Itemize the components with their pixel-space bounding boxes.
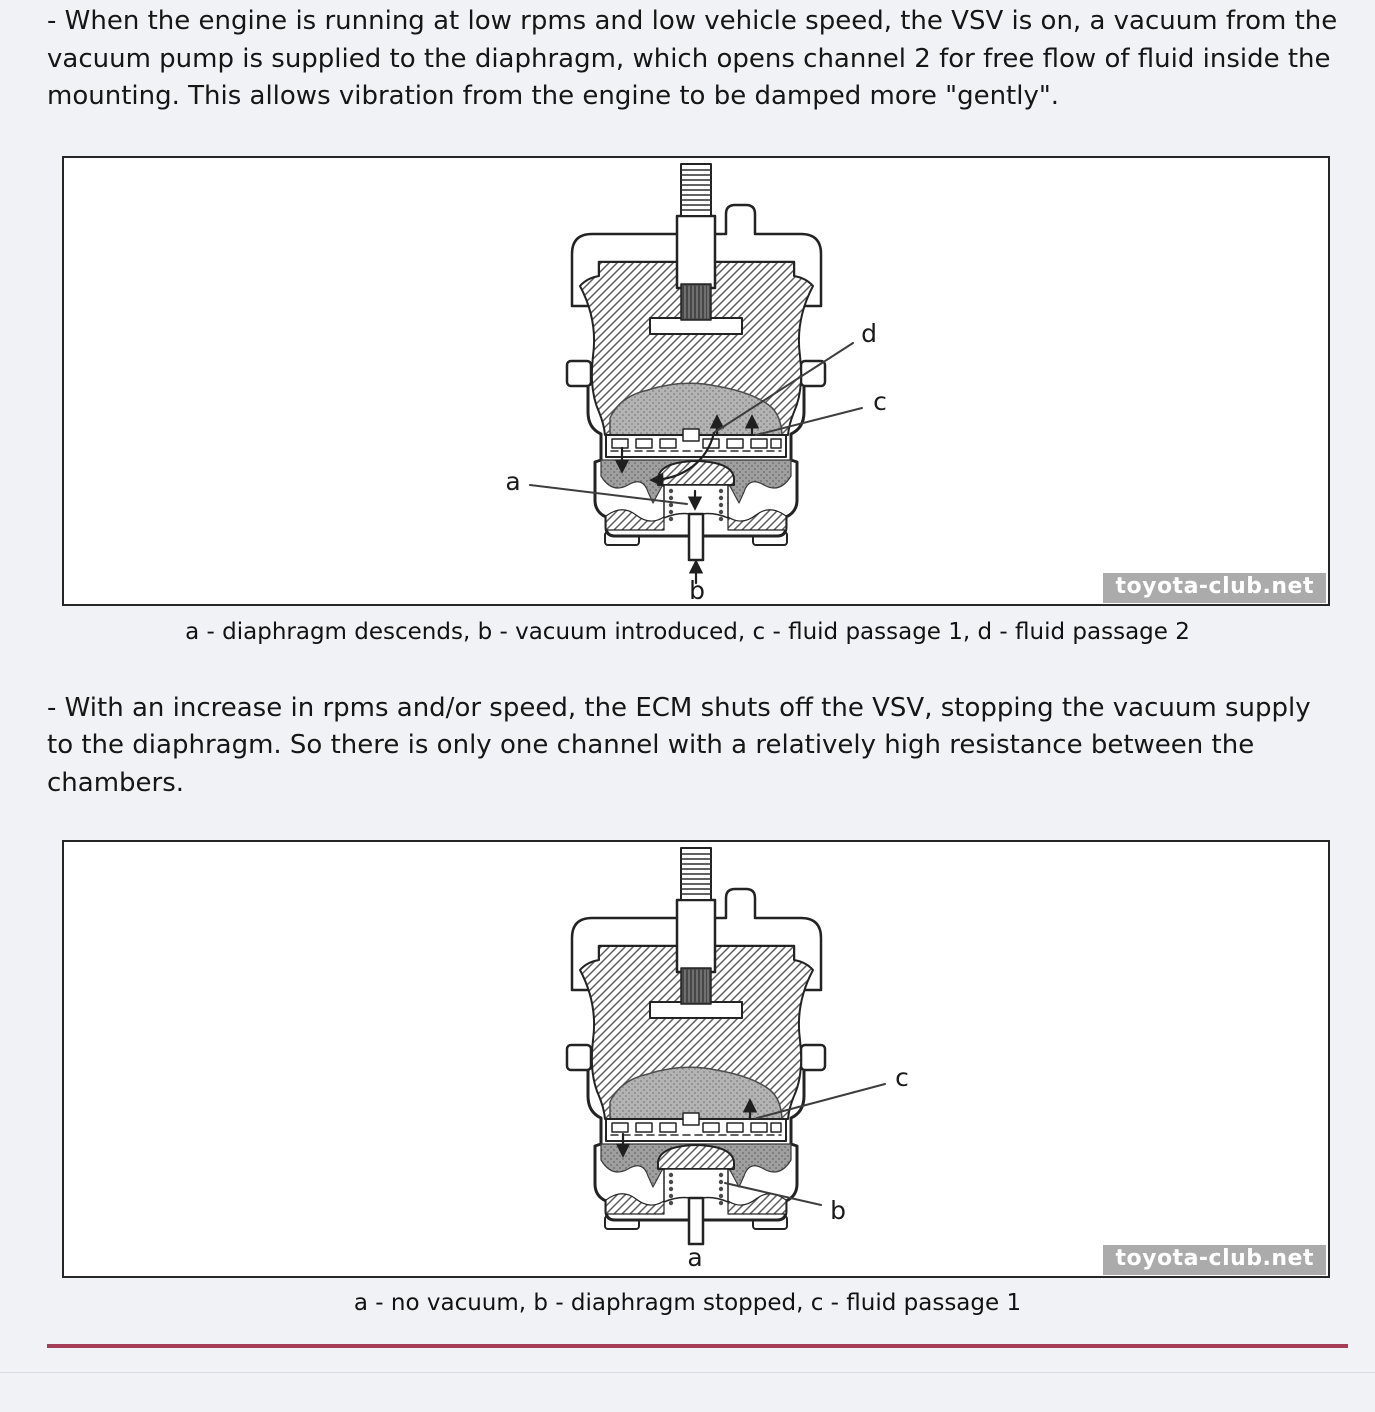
figure-caption: a - no vacuum, b - diaphragm stopped, c - fluid passage 1 xyxy=(353,1290,1022,1316)
diagram-label-b: b xyxy=(830,1196,846,1225)
vacuum-actuator-diaphragm xyxy=(658,1145,734,1205)
diagram-label-a: a xyxy=(505,466,521,496)
figure-engine-mount-vsv-on xyxy=(62,156,1330,606)
watermark-toyota-club: toyota-club.net xyxy=(1103,1245,1326,1275)
watermark-toyota-club: toyota-club.net xyxy=(1103,573,1326,603)
diagram-label-b: b xyxy=(689,575,705,604)
threaded-stud xyxy=(677,848,715,1004)
figure-engine-mount-vsv-off xyxy=(62,840,1330,1278)
diagram-label-c: c xyxy=(895,1063,909,1092)
diagram-label-c: c xyxy=(873,386,887,416)
paragraph-vsv-on: - When the engine is running at low rpms and low vehicle speed, the VSV is on, a vacuum from the vacuum pump is supplied to the diaphragm, which opens channel 2 for free flow of fluid inside the mounting. This allows vibration from the engine to be damped more "gently". xyxy=(47,6,1338,111)
vacuum-pipe xyxy=(689,1198,703,1244)
vacuum-pipe xyxy=(689,514,703,560)
diagram-label-d: d xyxy=(861,318,877,348)
divider-line xyxy=(47,1344,1348,1348)
threaded-stud xyxy=(677,164,715,320)
paragraph-vsv-off: - With an increase in rpms and/or speed, the ECM shuts off the VSV, stopping the vacuum supply to the diaphragm. So there is only one channel with a relatively high resistance between the chambers. xyxy=(47,692,1311,798)
engine-mount-cross-section-diagram xyxy=(450,842,950,1276)
figure-caption: a - diaphragm descends, b - vacuum introduced, c - fluid passage 1, d - fluid passage 2 xyxy=(185,618,1190,645)
diagram-label-a: a xyxy=(687,1243,703,1272)
engine-mount-cross-section-diagram xyxy=(450,158,950,604)
bottom-edge-line xyxy=(0,1372,1375,1373)
